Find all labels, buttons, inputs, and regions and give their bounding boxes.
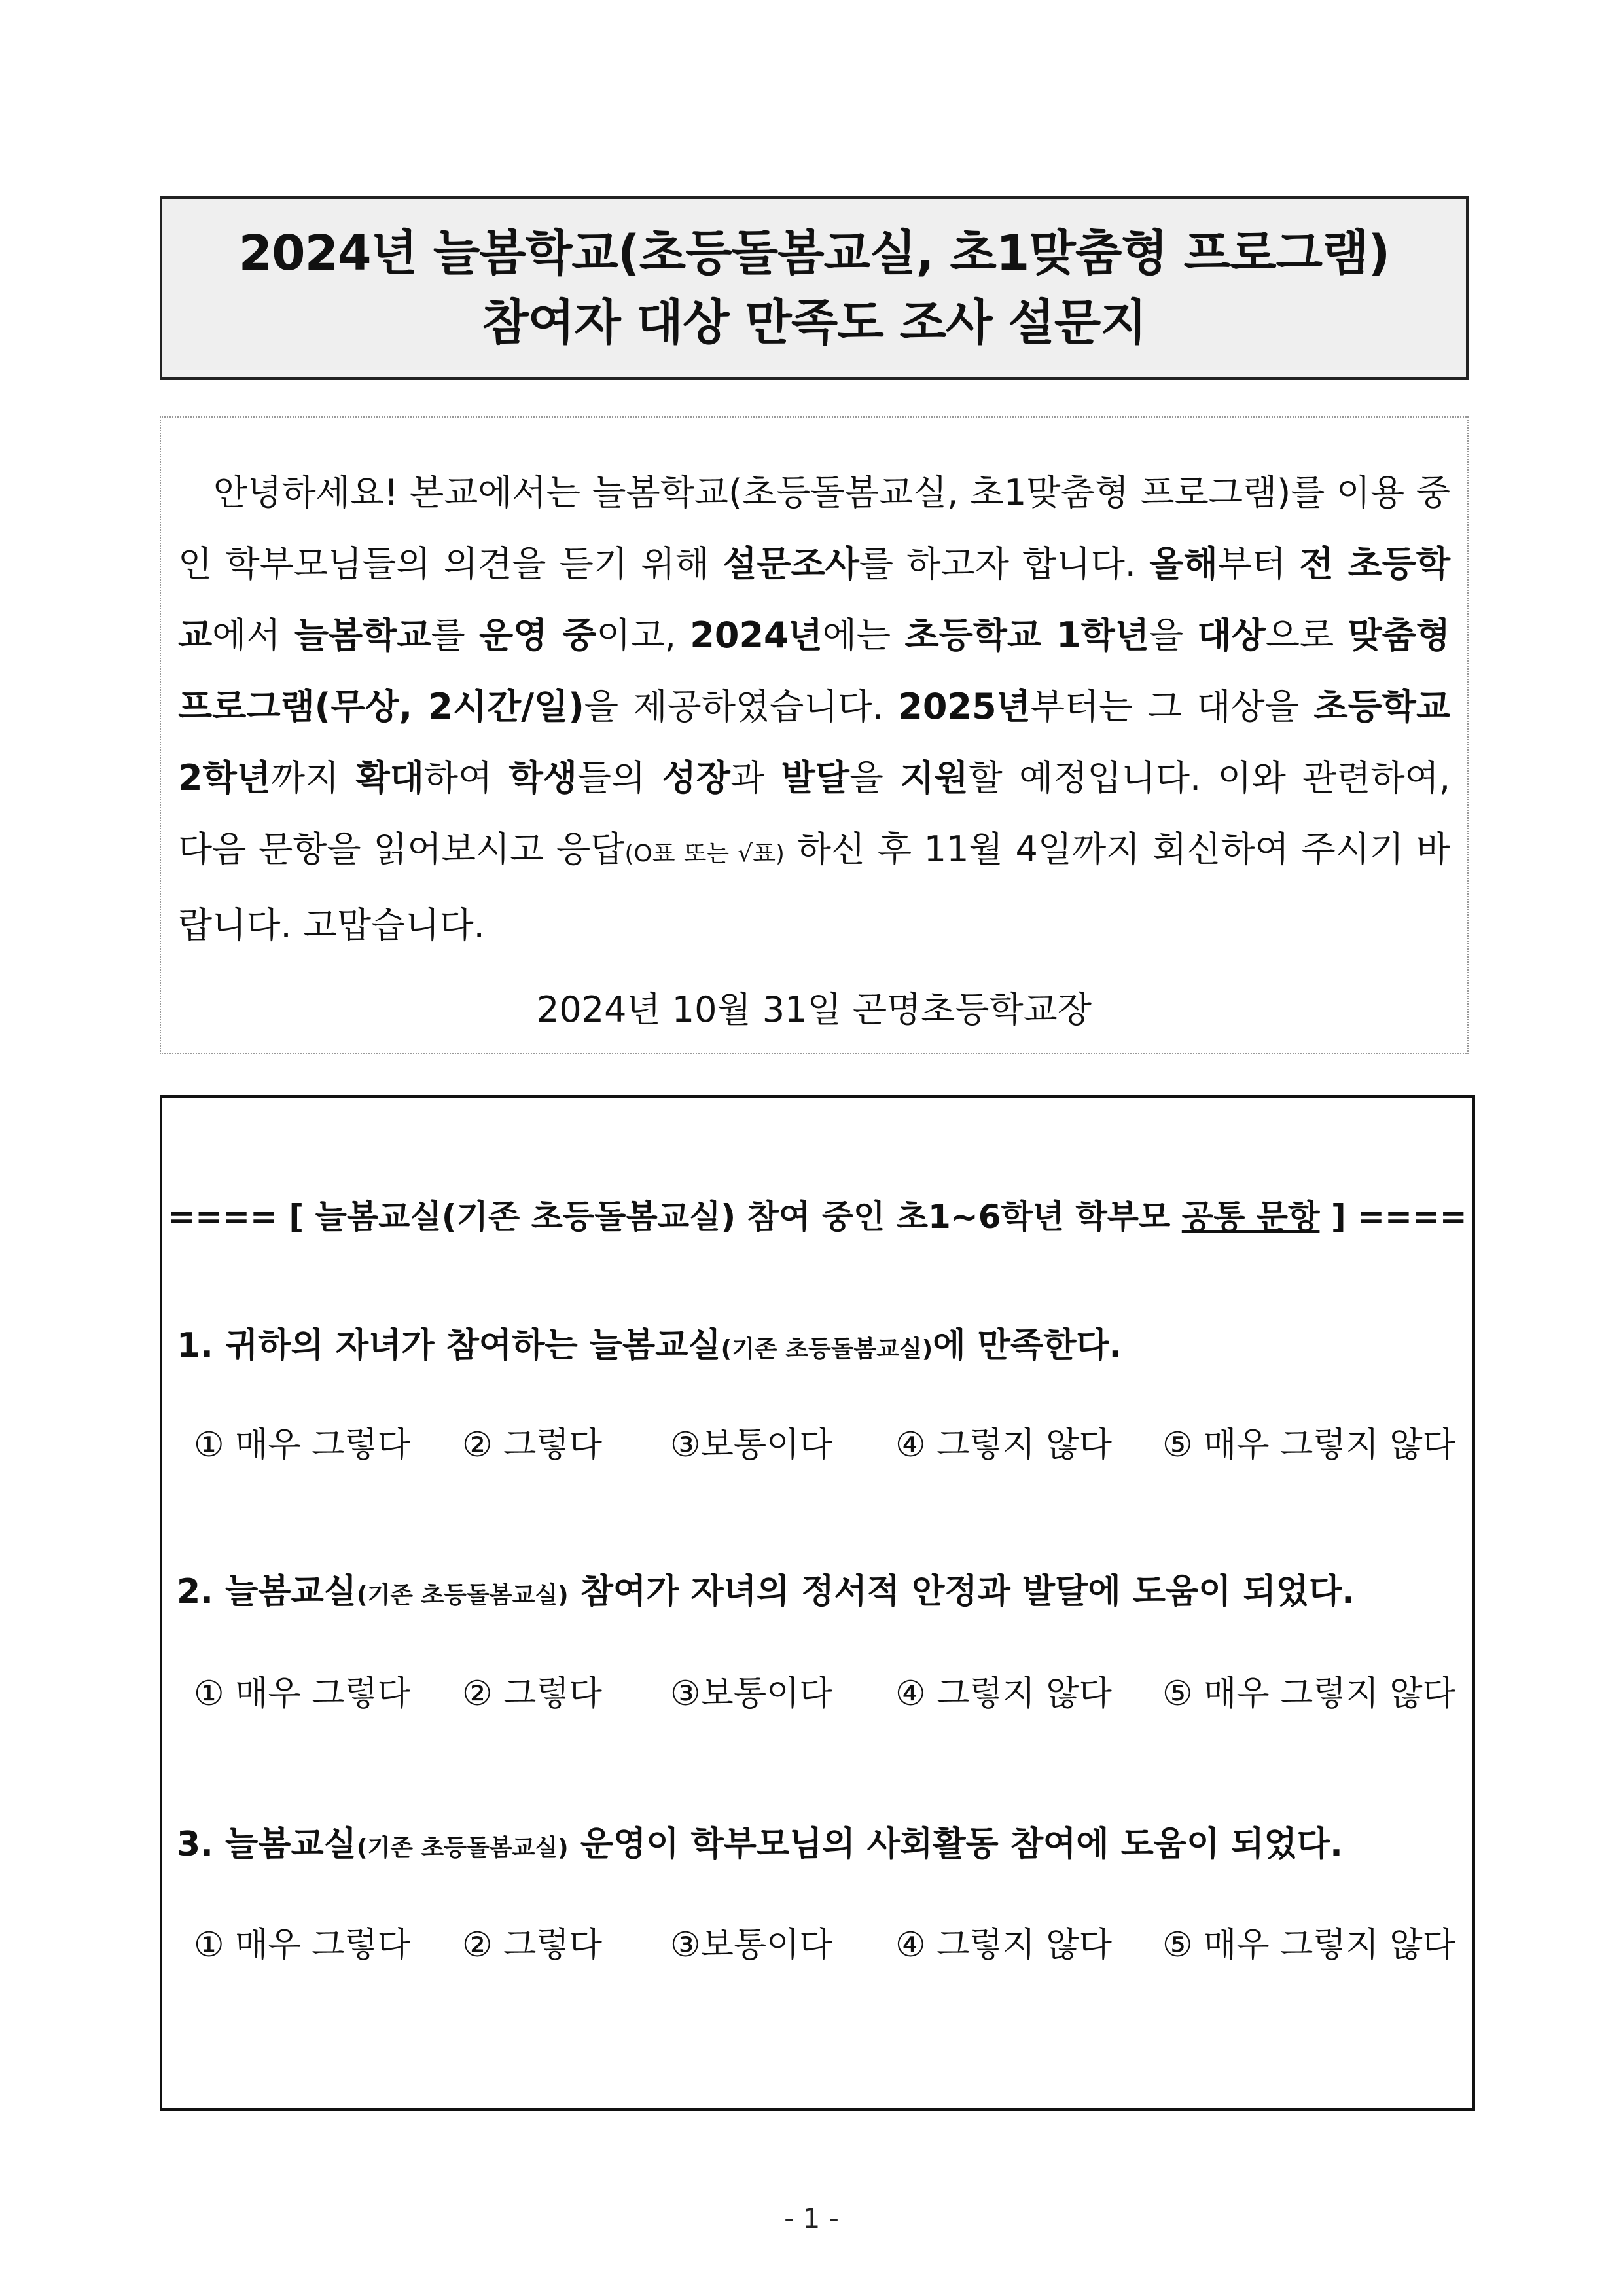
option-5[interactable] [1162, 1917, 1455, 1966]
intro-text: 안녕하세요! 본교에서는 늘봄학교(초등돌봄교실, 초1맞춤형 프로그램)를 이용 중인 학부모님들의 의견을 듣기 위해 [178, 472, 1450, 584]
option-1[interactable] [194, 1417, 410, 1466]
option-4[interactable] [895, 1417, 1112, 1466]
option-number: ④ [895, 1674, 926, 1713]
question-text: 2. 늘봄교실 [177, 1572, 357, 1611]
option-4[interactable] [895, 1666, 1112, 1715]
option-label: 그렇다 [492, 1926, 602, 1965]
intro-bold: 설문조사 [722, 543, 859, 584]
intro-text: 부터는 그 대상을 [1030, 686, 1314, 727]
option-number: ① [194, 1426, 224, 1465]
intro-text: 하여 [423, 757, 509, 798]
option-3[interactable] [670, 1917, 832, 1966]
option-label: 그렇다 [492, 1426, 602, 1465]
option-2[interactable] [462, 1666, 602, 1715]
page-number: - 1 - [784, 2202, 839, 2234]
option-label: 그렇다 [492, 1674, 602, 1713]
question-3 [177, 1816, 1343, 1865]
intro-text: 를 [431, 615, 479, 656]
option-label: 보통이다 [700, 1426, 832, 1465]
option-label: 매우 그렇지 않다 [1192, 1674, 1455, 1713]
question-text: 운영이 학부모님의 사회활동 참여에 도움이 되었다. [568, 1825, 1343, 1864]
intro-text: 과 [730, 757, 781, 798]
option-label: 보통이다 [700, 1926, 832, 1965]
title-box [160, 196, 1469, 380]
option-5[interactable] [1162, 1666, 1455, 1715]
intro-bold: 올해 [1149, 543, 1218, 584]
option-number: ⑤ [1162, 1674, 1193, 1713]
options-row-3 [194, 1917, 1459, 1963]
intro-bold: 전 초등학교 [178, 543, 1451, 656]
question-small-text: (기존 초등돌봄교실) [356, 1582, 569, 1609]
heading-text: ] ==== [1319, 1198, 1467, 1236]
intro-bold: 확대 [355, 757, 424, 798]
option-label: 보통이다 [700, 1674, 832, 1713]
option-number: ① [194, 1674, 224, 1713]
question-small-text: (기존 초등돌봄교실) [356, 1835, 569, 1861]
intro-bold: 초등학교 2학년 [178, 686, 1450, 798]
option-number: ② [462, 1426, 493, 1465]
option-label: 매우 그렇지 않다 [1192, 1426, 1455, 1465]
question-text: 3. 늘봄교실 [177, 1825, 357, 1864]
intro-text: 들의 [577, 757, 662, 798]
heading-underlined: 공통 문항 [1181, 1198, 1320, 1236]
title-line-1: 2024년 늘봄학교(초등돌봄교실, 초1맞춤형 프로그램) [238, 225, 1390, 281]
option-number: ④ [895, 1426, 926, 1465]
option-label: 매우 그렇다 [224, 1926, 410, 1965]
intro-bold: 운영 중 [479, 615, 597, 656]
intro-text: 를 하고자 합니다. [859, 543, 1150, 584]
title-line-2: 참여자 대상 만족도 조사 설문지 [482, 295, 1147, 351]
intro-bold: 맞춤형 프로그램(무상, 2시간/일) [178, 615, 1450, 727]
question-text: 에 만족한다. [933, 1326, 1122, 1365]
intro-box [160, 416, 1469, 1054]
intro-bold: 늘봄학교 [294, 615, 431, 656]
option-3[interactable] [670, 1666, 832, 1715]
intro-text: 부터 [1217, 543, 1300, 584]
intro-bold: 학생 [508, 757, 577, 798]
intro-bold: 2025년 [898, 686, 1031, 727]
option-5[interactable] [1162, 1417, 1455, 1466]
option-1[interactable] [194, 1666, 410, 1715]
heading-text: ==== [ 늘봄교실(기존 초등돌봄교실) 참여 중인 초1~6학년 학부모 [168, 1198, 1182, 1236]
option-number: ⑤ [1162, 1926, 1193, 1965]
intro-text: 을 [1149, 615, 1198, 656]
intro-bold: 성장 [662, 757, 730, 798]
question-small-text: (기존 초등돌봄교실) [721, 1336, 933, 1363]
question-2 [177, 1564, 1355, 1613]
intro-paragraph [178, 457, 1450, 961]
intro-bold: 초등학교 1학년 [904, 615, 1149, 656]
intro-bold: 지원 [900, 757, 969, 798]
intro-text: 을 [849, 757, 901, 798]
intro-text: 이고, [596, 615, 690, 656]
signature-line: 2024년 10월 31일 곤명초등학교장 [537, 989, 1092, 1030]
question-1 [177, 1318, 1122, 1367]
option-label: 그렇지 않다 [925, 1926, 1112, 1965]
question-text: 1. 귀하의 자녀가 참여하는 늘봄교실 [177, 1326, 721, 1365]
option-number: ② [462, 1926, 493, 1965]
intro-bold: 발달 [781, 757, 849, 798]
option-1[interactable] [194, 1917, 410, 1966]
option-number: ③ [670, 1674, 701, 1713]
intro-text: 까지 [270, 757, 356, 798]
question-text: 참여가 자녀의 정서적 안정과 발달에 도움이 되었다. [568, 1572, 1355, 1611]
intro-small-note: (O표 또는 √표) [624, 840, 785, 867]
options-row-1 [194, 1417, 1459, 1463]
option-3[interactable] [670, 1417, 832, 1466]
intro-bold: 2024년 [690, 615, 823, 656]
intro-text: 에서 [212, 615, 294, 656]
option-label: 매우 그렇다 [224, 1674, 410, 1713]
option-label: 매우 그렇지 않다 [1192, 1926, 1455, 1965]
option-2[interactable] [462, 1417, 602, 1466]
option-2[interactable] [462, 1917, 602, 1966]
intro-text: 할 예정입니다. 이와 관련하여, 다음 문항을 읽어보시고 응답 [178, 757, 1450, 870]
option-4[interactable] [895, 1917, 1112, 1966]
option-number: ② [462, 1674, 493, 1713]
intro-text: 에는 [822, 615, 905, 656]
option-label: 그렇지 않다 [925, 1674, 1112, 1713]
option-number: ⑤ [1162, 1426, 1193, 1465]
option-label: 그렇지 않다 [925, 1426, 1112, 1465]
option-label: 매우 그렇다 [224, 1426, 410, 1465]
option-number: ③ [670, 1926, 701, 1965]
intro-text: 하신 후 11월 4일까지 회신하여 주시기 바랍니다. 고맙습니다. [178, 829, 1451, 946]
option-number: ① [194, 1926, 224, 1965]
option-number: ④ [895, 1926, 926, 1965]
survey-box [160, 1095, 1475, 2111]
options-row-2 [194, 1666, 1459, 1712]
section-heading [162, 1191, 1472, 1238]
intro-text: 으로 [1265, 615, 1348, 656]
intro-bold: 대상 [1197, 615, 1266, 656]
intro-text: 을 제공하였습니다. [584, 686, 899, 727]
option-number: ③ [670, 1426, 701, 1465]
